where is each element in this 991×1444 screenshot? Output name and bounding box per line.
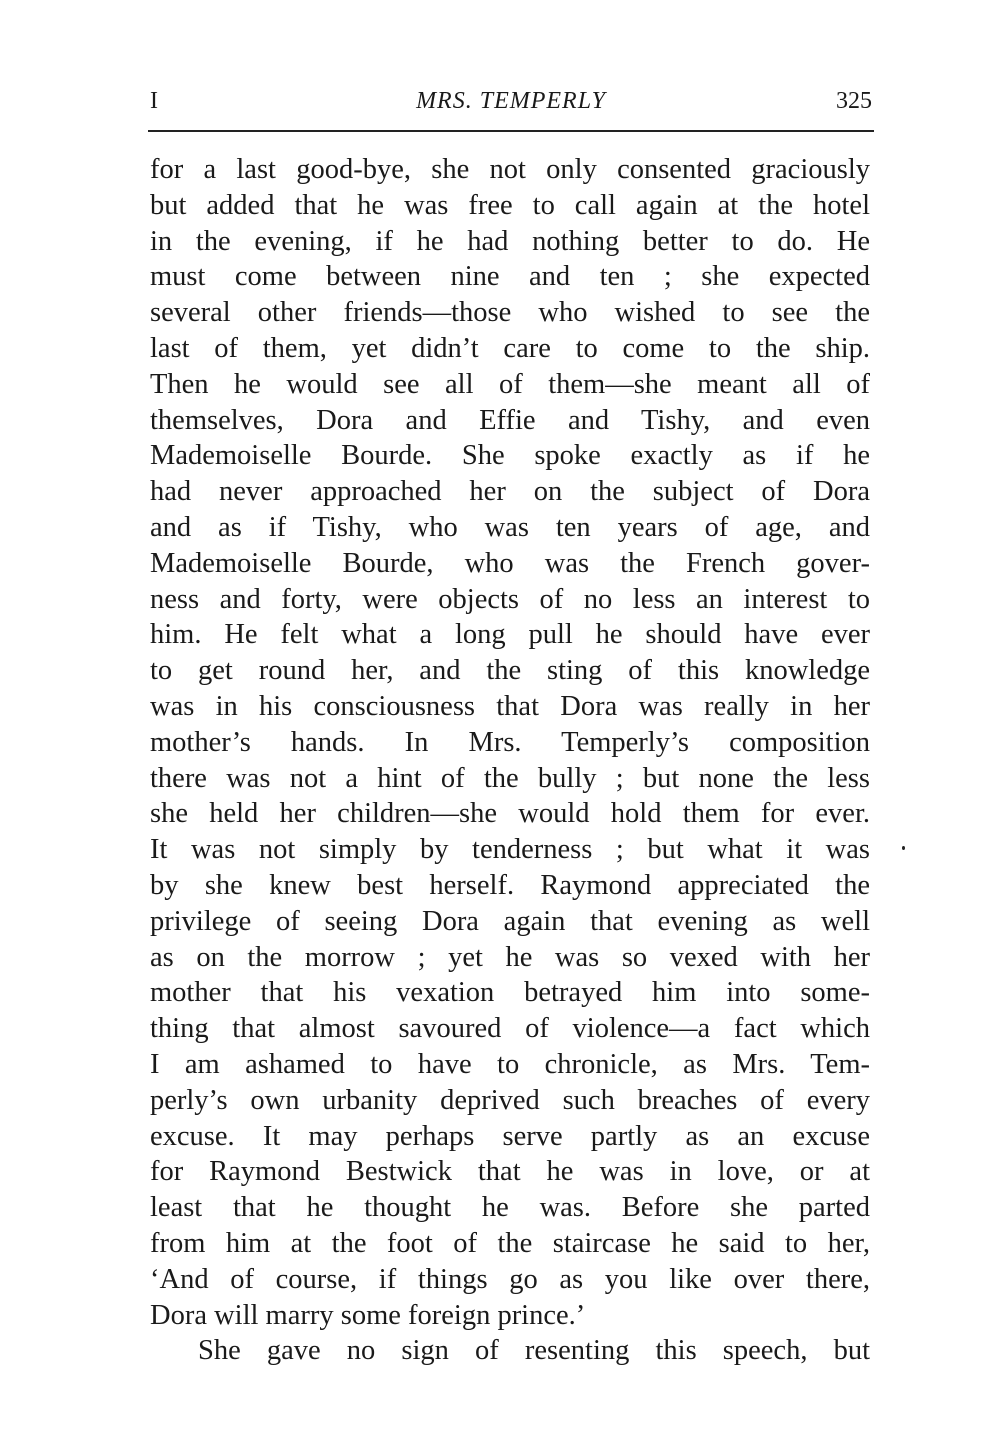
text-line: Mademoiselle Bourde, who was the French gover- [150,547,870,579]
text-line: mother that his vexation betrayed him into some- [150,977,870,1009]
text-line: last of them, yet didn’t care to come to the ship. [150,332,870,364]
stray-ink-mark [902,846,905,850]
text-line: in the evening, if he had nothing better to do. He [150,225,870,257]
paragraph-start-line: She gave no sign of resenting this speech, but [198,1335,870,1367]
text-line: several other friends—those who wished to see the [150,297,870,329]
text-line: but added that he was free to call again at the hotel [150,189,870,221]
body-text [150,152,870,1369]
page-number: 325 [836,88,872,114]
text-line: she held her children—she would hold them for ever. [150,798,870,830]
text-line: for Raymond Bestwick that he was in love, or at [150,1156,870,1188]
text-line: excuse. It may perhaps serve partly as an excuse [150,1120,870,1152]
text-line: to get round her, and the sting of this knowledge [150,655,870,687]
text-line: Mademoiselle Bourde. She spoke exactly as if he [150,440,870,472]
text-line: by she knew best herself. Raymond appreciated the [150,869,870,901]
text-line: was in his consciousness that Dora was really in her [150,690,870,722]
text-line: for a last good-bye, she not only consented graciously [150,154,870,185]
text-line: there was not a hint of the bully ; but none the less [150,762,870,794]
signature-mark: I [150,88,158,114]
text-line: I am ashamed to have to chronicle, as Mrs. Tem- [150,1048,870,1080]
text-line: least that he thought he was. Before she parted [150,1192,870,1224]
text-line: from him at the foot of the staircase he said to her, [150,1227,870,1259]
text-line: as on the morrow ; yet he was so vexed with her [150,941,870,973]
text-line: thing that almost savoured of violence—a fact which [150,1013,870,1045]
text-line: and as if Tishy, who was ten years of age, and [150,511,870,543]
text-line: him. He felt what a long pull he should have ever [150,619,870,651]
text-line: mother’s hands. In Mrs. Temperly’s composition [150,726,870,758]
text-line: themselves, Dora and Effie and Tishy, and even [150,404,870,436]
text-line: privilege of seeing Dora again that evening as well [150,905,870,937]
text-line: It was not simply by tenderness ; but what it was [150,834,870,866]
text-line: ‘And of course, if things go as you like over there, [150,1263,870,1295]
paragraph-end-line: Dora will marry some foreign prince.’ [150,1299,586,1331]
text-line: ness and forty, were objects of no less an interest to [150,583,870,615]
text-line: perly’s own urbanity deprived such breaches of every [150,1084,870,1116]
header-rule [148,130,874,132]
running-title: MRS. TEMPERLY [416,88,606,114]
running-head [150,88,872,122]
text-line: must come between nine and ten ; she expected [150,261,870,293]
text-line: Then he would see all of them—she meant all of [150,368,870,400]
text-line: had never approached her on the subject of Dora [150,476,870,508]
